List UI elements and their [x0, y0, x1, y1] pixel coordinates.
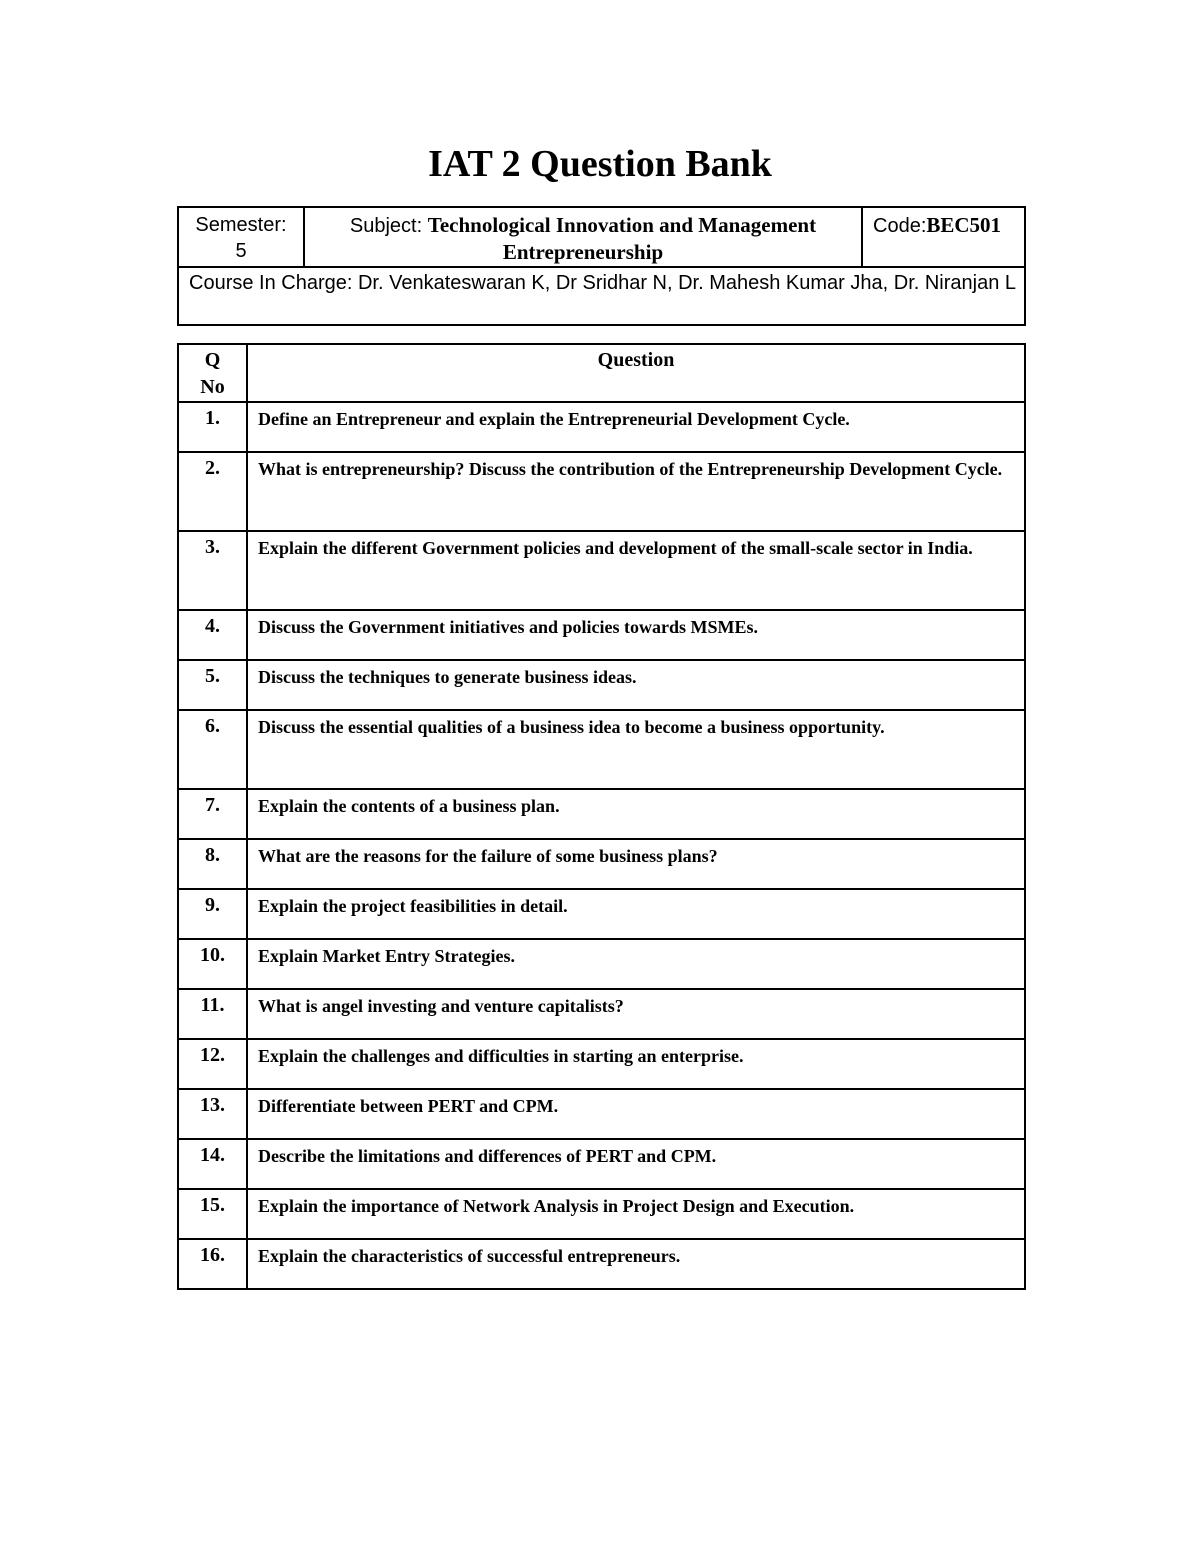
question-text: What is angel investing and venture capitalists? [247, 989, 1025, 1039]
question-text: Explain the different Government policies and development of the small-scale sector in India. [247, 531, 1025, 610]
question-number: 10. [178, 939, 247, 989]
subject-label: Subject: [349, 215, 423, 237]
question-number: 3. [178, 531, 247, 610]
table-row [178, 939, 1025, 989]
code-value: BEC501 [926, 213, 1002, 237]
question-number: 12. [178, 1039, 247, 1089]
semester-value: 5 [235, 240, 247, 262]
qno-header: Q No [178, 344, 247, 402]
question-text: Explain the challenges and difficulties in starting an enterprise. [247, 1039, 1025, 1089]
question-text: Explain the importance of Network Analysis in Project Design and Execution. [247, 1189, 1025, 1239]
question-text: Explain the characteristics of successful entrepreneurs. [247, 1239, 1025, 1289]
question-number: 6. [178, 710, 247, 789]
table-row [178, 402, 1025, 452]
table-row [178, 1039, 1025, 1089]
course-info-table [177, 206, 1026, 326]
table-row [178, 1189, 1025, 1239]
table-row [178, 889, 1025, 939]
question-number: 1. [178, 402, 247, 452]
question-number: 4. [178, 610, 247, 660]
question-number: 16. [178, 1239, 247, 1289]
course-in-charge: Course In Charge: Dr. Venkateswaran K, Dr Sridhar N, Dr. Mahesh Kumar Jha, Dr. Niranjan L [178, 267, 1025, 325]
question-text: Explain the contents of a business plan. [247, 789, 1025, 839]
table-row [178, 531, 1025, 610]
page-title: IAT 2 Question Bank [428, 143, 772, 185]
question-number: 15. [178, 1189, 247, 1239]
question-number: 9. [178, 889, 247, 939]
question-number: 8. [178, 839, 247, 889]
question-number: 14. [178, 1139, 247, 1189]
subject-cell [304, 207, 862, 267]
semester-label: Semester: [195, 214, 287, 236]
table-row [178, 839, 1025, 889]
subject-value: Technological Innovation and Management Entrepreneurship [427, 213, 817, 264]
table-row [178, 1239, 1025, 1289]
table-row [178, 452, 1025, 531]
table-row [178, 710, 1025, 789]
question-number: 2. [178, 452, 247, 531]
semester-cell [178, 207, 304, 267]
table-row [178, 1139, 1025, 1189]
table-row [178, 660, 1025, 710]
question-text: Differentiate between PERT and CPM. [247, 1089, 1025, 1139]
table-row [178, 1089, 1025, 1139]
question-number: 5. [178, 660, 247, 710]
question-text: Explain the project feasibilities in detail. [247, 889, 1025, 939]
code-label: Code: [873, 215, 927, 237]
table-row [178, 610, 1025, 660]
question-table [177, 343, 1026, 1290]
question-text: Discuss the techniques to generate business ideas. [247, 660, 1025, 710]
question-table-header [178, 344, 1025, 402]
question-text: Explain Market Entry Strategies. [247, 939, 1025, 989]
question-text: Define an Entrepreneur and explain the Entrepreneurial Development Cycle. [247, 402, 1025, 452]
course-in-charge-row [178, 267, 1025, 325]
question-text: Discuss the Government initiatives and policies towards MSMEs. [247, 610, 1025, 660]
code-cell [862, 207, 1025, 267]
table-row [178, 789, 1025, 839]
question-text: Discuss the essential qualities of a business idea to become a business opportunity. [247, 710, 1025, 789]
question-text: What are the reasons for the failure of some business plans? [247, 839, 1025, 889]
question-number: 11. [178, 989, 247, 1039]
question-number: 13. [178, 1089, 247, 1139]
course-info-row [178, 207, 1025, 267]
question-number: 7. [178, 789, 247, 839]
question-text: Describe the limitations and differences of PERT and CPM. [247, 1139, 1025, 1189]
question-header: Question [247, 344, 1025, 402]
question-text: What is entrepreneurship? Discuss the contribution of the Entrepreneurship Development Cycle. [247, 452, 1025, 531]
table-row [178, 989, 1025, 1039]
